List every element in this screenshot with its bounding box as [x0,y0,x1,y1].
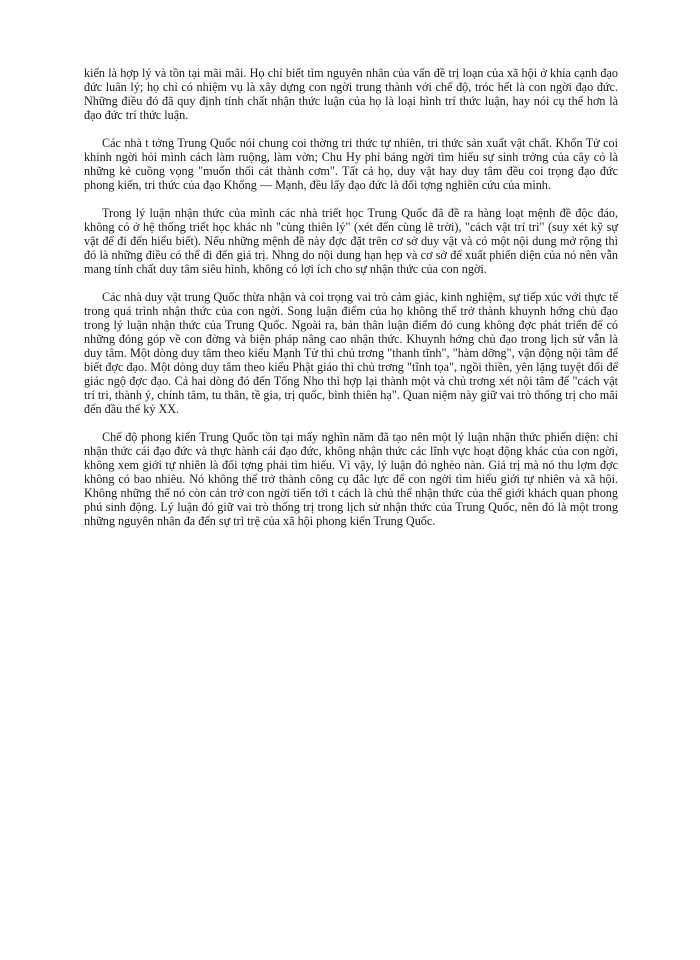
document-page [84,66,618,542]
paragraph-3: Trong lý luận nhận thức của mình các nhà triết học Trung Quốc đã đề ra hàng loạt mệnh đề độc đáo, không có ở hệ thống triết học khác nh "cùng thiên lý" (xét đến cùng lẽ trời), "cách vật trí tri" (suy xét kỹ sự vật để đi đến hiểu biết). Nếu những mệnh đề này đợc đặt trên cơ sở duy vật và có một nội dung mở rộng thì đó là những điều có thể đi đến giá trị. Nhng do nội dung hạn hẹp và cơ sở để xuất phiến diện của nó nên vẫn mang tính chất duy tâm siêu hình, không có lợi ích cho sự nhận thức của con ngời. [84,206,618,276]
paragraph-4: Các nhà duy vật trung Quốc thừa nhận và coi trọng vai trò cảm giác, kinh nghiệm, sự tiếp xúc với thực tế trong quá trình nhận thức của con ngời. Song luận điểm của họ không thể trở thành khuynh hớng chủ đạo trong lý luận nhận thức của Trung Quốc. Ngoài ra, bản thân luận điểm đó cung không đợc phát triển để có những đóng góp về con đờng và biện pháp nâng cao nhận thức. Khuynh hớng chủ đạo trong lịch sử vẫn là duy tâm. Một dòng duy tâm theo kiểu Mạnh Tử thì chủ trơng "thanh tĩnh", "hàm dỡng", vận động nội tâm để biết đợc đạo. Một dòng duy tâm theo kiểu Phật giáo thì chủ trơng "tĩnh tọa", ngồi thiền, yên lặng tuyệt đối để giác ngộ đợc đạo. Cả hai dòng đó đến Tống Nho thì hợp lại thành một và chủ trơng xét nội tâm để "cách vật trí tri, thành ý, chính tâm, tu thân, tề gia, trị quốc, bình thiên hạ". Quan niệm này giữ vai trò thống trị cho mãi đến đầu thế kỷ XX. [84,290,618,416]
paragraph-1: kiến là hợp lý và tồn tại mãi mãi. Họ chỉ biết tìm nguyên nhân của vấn đề trị loạn của xã hội ở khía cạnh đạo đức luân lý; họ chỉ có nhiệm vụ là xây dựng con ngời trung thành với chế độ, tróc hết là con ngời đạo đức. Những điều đó đã quy định tính chất nhận thức luận của họ là loại hình trí thức luận, hay nói cụ thể hơn là đạo đức trí thức luận. [84,66,618,122]
paragraph-5: Chế độ phong kiến Trung Quốc tồn tại mấy nghìn năm đã tạo nên một lý luận nhận thức phiến diện: chỉ nhận thức cái đạo đức và thực hành cái đạo đức, không nhận thức các lĩnh vực hoạt động khác của con ngời, không xem giới tự nhiên là đối tợng phải tìm hiểu. Vì vậy, lý luận đó nghèo nàn. Giá trị mà nó thu lợm đợc không có bao nhiêu. Nó không thể trở thành công cụ đắc lực để con ngời tìm hiểu giới tự nhiên và xã hội. Không những thế nó còn cản trở con ngời tiến tới t cách là chủ thể nhận thức của thế giới khách quan phong phú sinh động. Lý luận đó giữ vai trò thống trị trong lịch sử nhận thức của Trung Quốc, nên đó là một trong những nguyên nhân đa đến sự trì trệ của xã hội phong kiến Trung Quốc. [84,430,618,528]
paragraph-2: Các nhà t tởng Trung Quốc nói chung coi thờng tri thức tự nhiên, tri thức sản xuất vật chất. Khổn Tử coi khinh ngời hỏi mình cách làm ruộng, làm vờn; Chu Hy phỉ báng ngời tìm hiểu sự sinh trởng của cây cỏ là những kẻ cuồng vọng "muốn thổi cát thành cơm". Tất cả họ, duy vật hay duy tâm đều coi trọng đạo đức phong kiến, tri thức của đạo Khổng — Mạnh, đều lấy đạo đức là đối tợng nghiên cứu của mình. [84,136,618,192]
